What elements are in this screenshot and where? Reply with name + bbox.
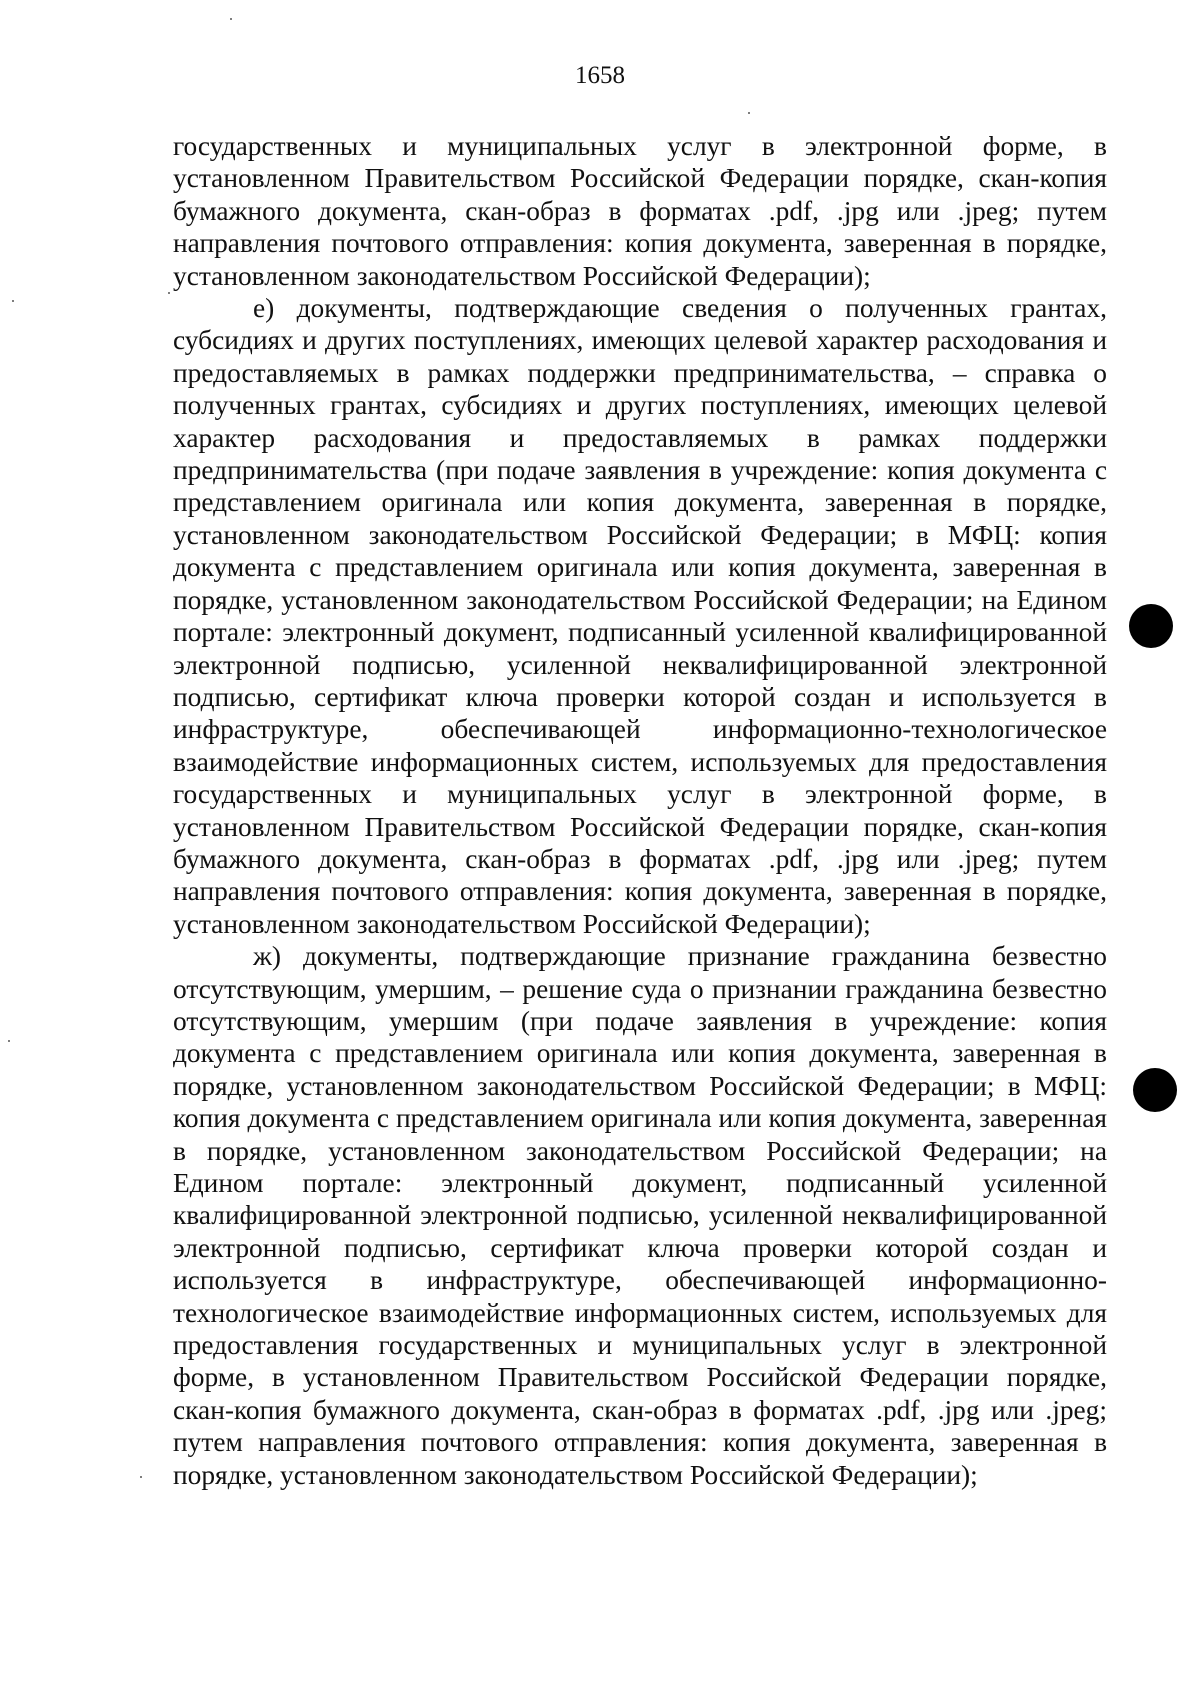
scan-speck (168, 292, 170, 294)
paragraph-continuation: государственных и муниципальных услуг в электронной форме, в установленном Правительством Российской Федерации порядке, скан-копия бумажного документа, скан-образ в форматах .pdf, .jpg или .jpeg; путем направления почтового отправления: копия документа, заверенная в порядке, установленном законодательством Российской Федерации); (173, 131, 1107, 291)
scan-speck (230, 18, 232, 20)
punch-hole-mark (1129, 604, 1173, 648)
paragraph-item-zh: ж) документы, подтверждающие признание гражданина безвестно отсутствующим, умершим, – решение суда о признании гражданина безвестно отсутствующим, умершим (при подаче заявления в учреждение: копия документа с представлением оригинала или копия документа, заверенная в порядке, установленном законодательством Российской Федерации; в МФЦ: копия документа с представлением оригинала или копия документа, заверенная в порядке, установленном законодательством Российской Федерации; на Едином портале: электронный документ, подписанный усиленной квалифицированной электронной подписью, усиленной неквалифицированной электронной подписью, сертификат ключа проверки которой создан и используется в инфраструктуре, обеспечивающей информационно-технологическое взаимодействие информационных систем, используемых для предоставления государственных и муниципальных услуг в электронной форме, в установленном Правительством Российской Федерации порядке, скан-копия бумажного документа, скан-образ в форматах .pdf, .jpg или .jpeg; путем направления почтового отправления: копия документа, заверенная в порядке, установленном законодательством Российской Федерации); (173, 941, 1107, 1490)
paragraph-item-e: е) документы, подтверждающие сведения о полученных грантах, субсидиях и других поступлениях, имеющих целевой характер расходования и предоставляемых в рамках поддержки предпринимательства, – справка о полученных грантах, субсидиях и других поступлениях, имеющих целевой характер расходования и предоставляемых в рамках поддержки предпринимательства (при подаче заявления в учреждение: копия документа с представлением оригинала или копия документа, заверенная в порядке, установленном законодательством Российской Федерации; в МФЦ: копия документа с представлением оригинала или копия документа, заверенная в порядке, установленном законодательством Российской Федерации; на Едином портале: электронный документ, подписанный усиленной квалифицированной электронной подписью, усиленной неквалифицированной электронной подписью, сертификат ключа проверки которой создан и используется в инфраструктуре, обеспечивающей информационно-технологическое взаимодействие информационных систем, используемых для предоставления государственных и муниципальных услуг в электронной форме, в установленном Правительством Российской Федерации порядке, скан-копия бумажного документа, скан-образ в форматах .pdf, .jpg или .jpeg; путем направления почтового отправления: копия документа, заверенная в порядке, установленном законодательством Российской Федерации); (173, 293, 1107, 939)
document-body (173, 130, 1107, 1491)
scan-speck (748, 112, 750, 114)
scan-speck (12, 300, 14, 302)
scan-speck (140, 1476, 142, 1478)
punch-hole-mark (1133, 1068, 1177, 1112)
scan-speck (8, 1040, 10, 1042)
page-number: 1658 (575, 62, 625, 89)
